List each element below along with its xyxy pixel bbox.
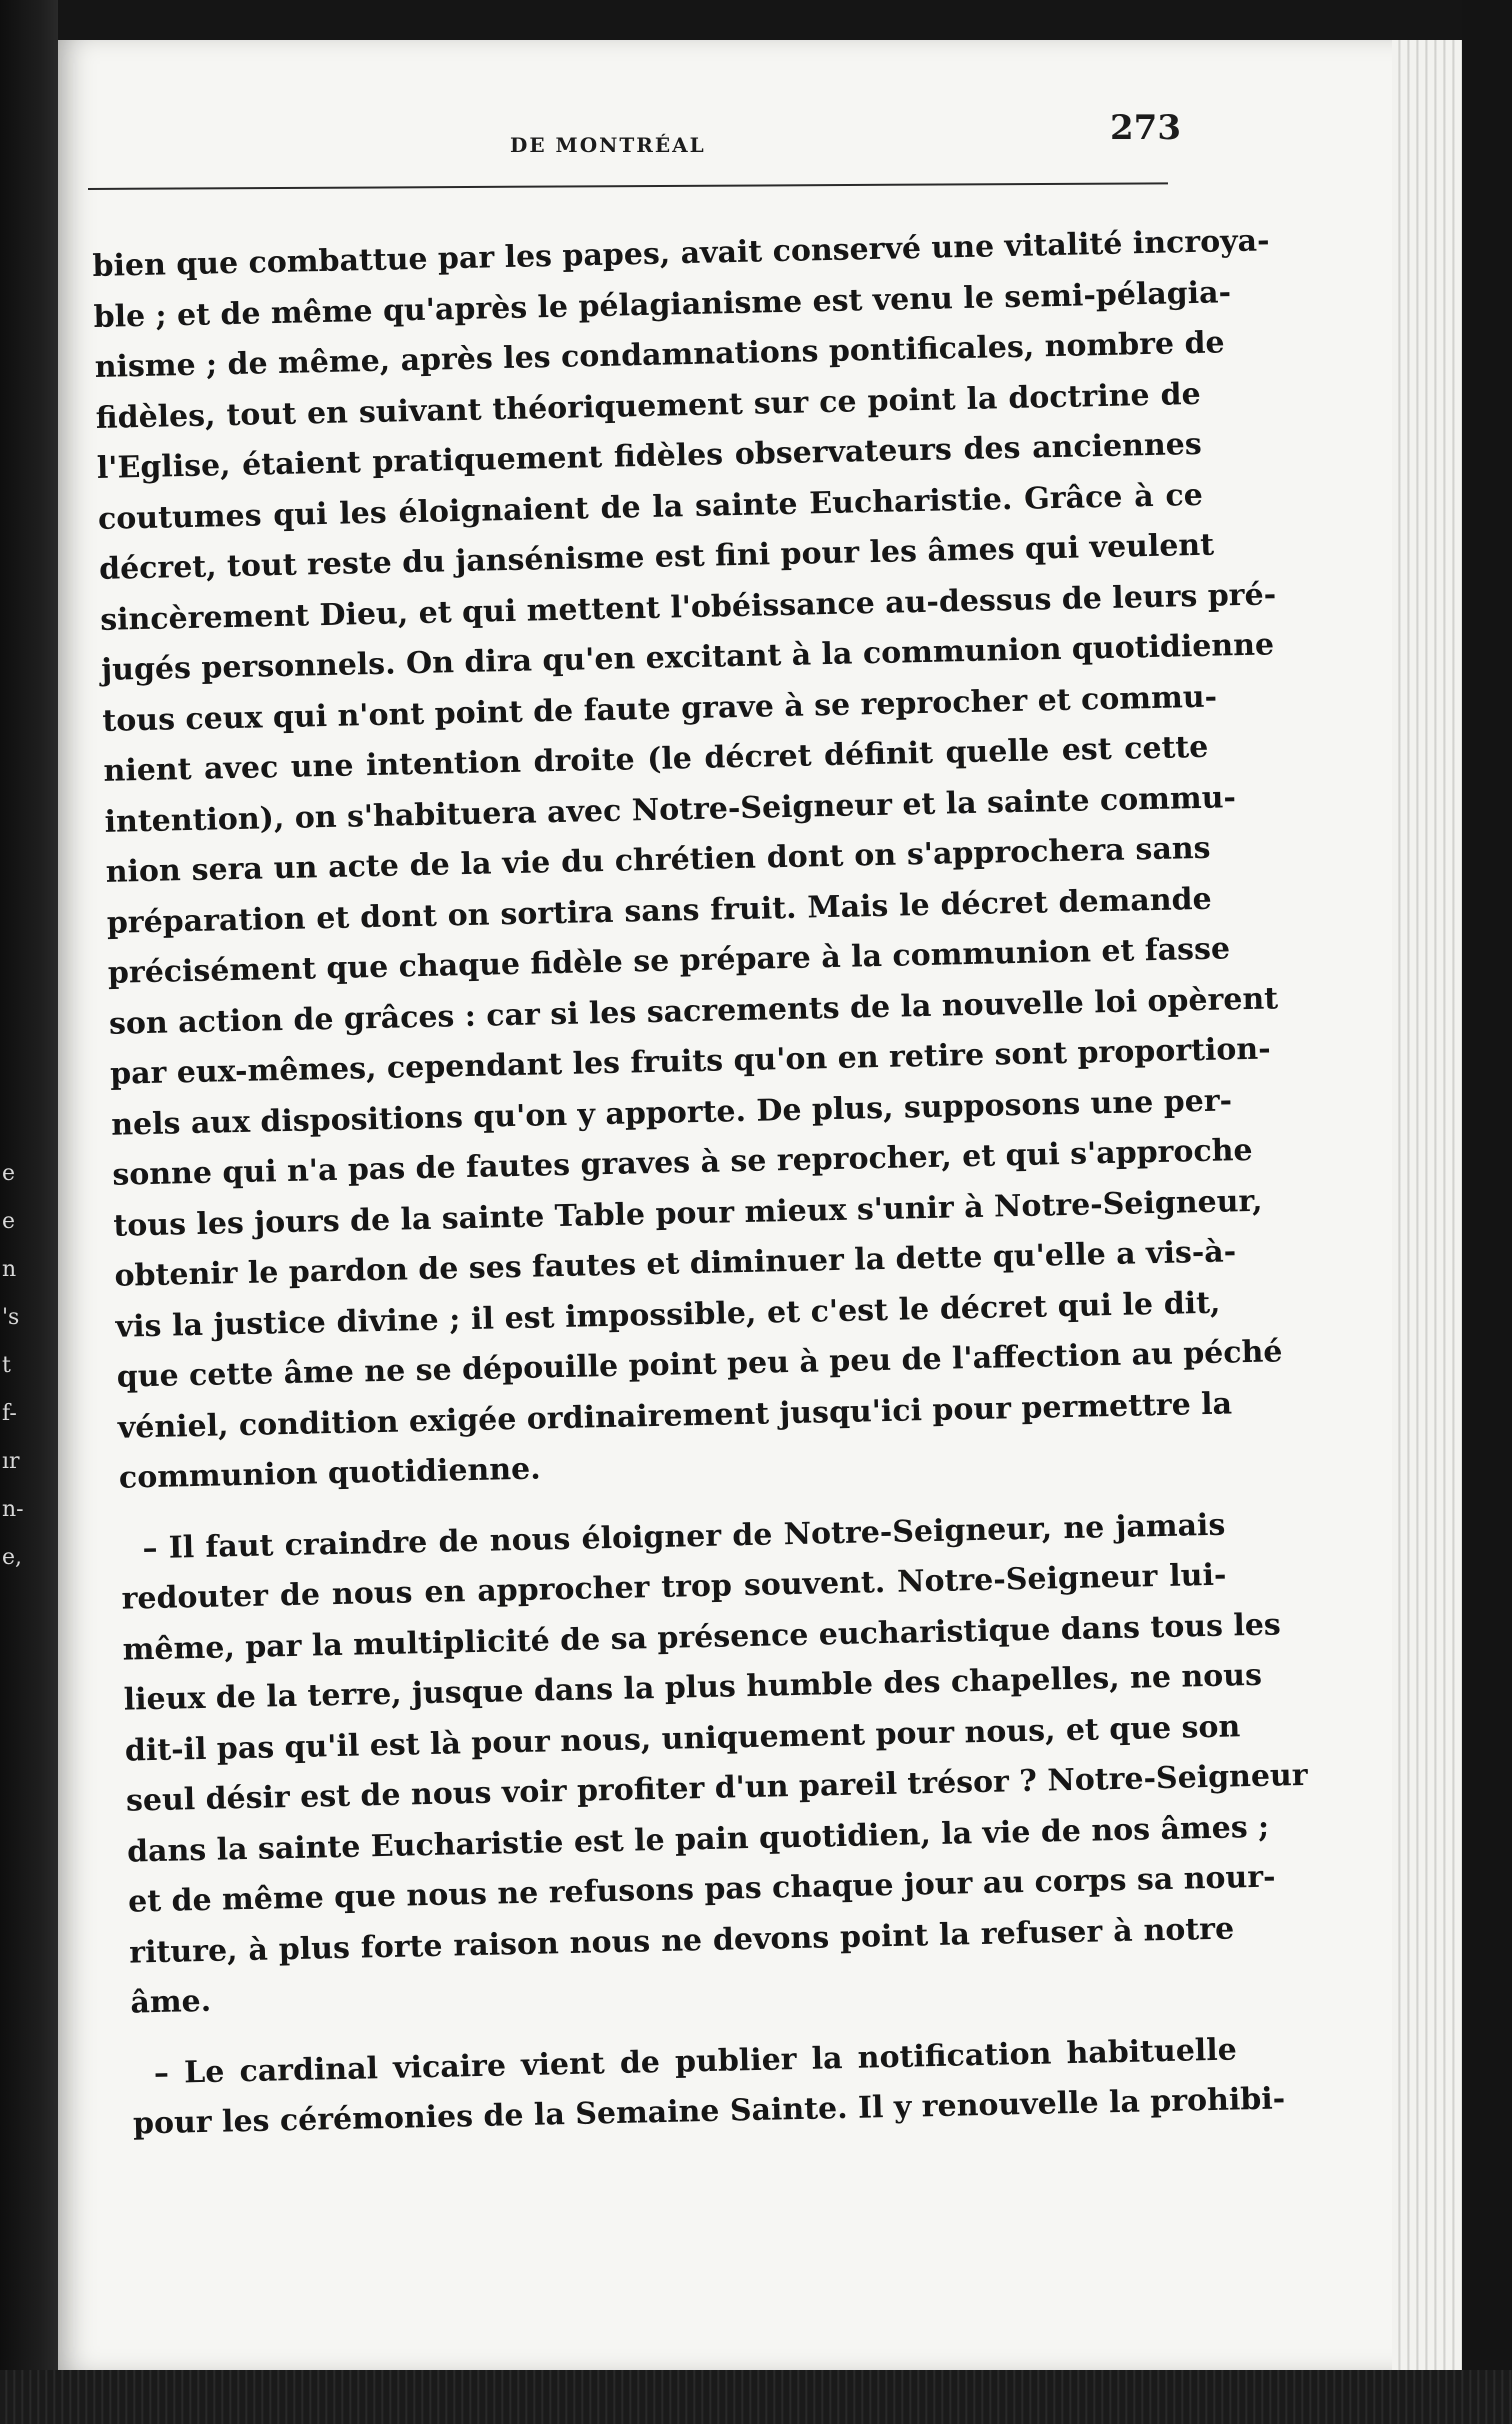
text-line: – Le cardinal vicaire vient de publier la notification habituelle — [153, 2031, 1238, 2091]
margin-fragment: e — [2, 1209, 16, 1234]
paragraph — [92, 218, 1283, 1504]
text-line: obtenir le pardon de ses fautes et diminuer la dette qu'elle a vis-à- — [114, 1234, 1237, 1294]
text-line: préparation et dont on sortira sans fruit. Mais le décret demande — [106, 881, 1212, 941]
text-line: lieux de la terre, jusque dans la plus humble des chapelles, ne nous — [123, 1657, 1263, 1718]
text-line: intention), on s'habituera avec Notre-Seigneur et la sainte commu- — [104, 779, 1237, 840]
text-line: véniel, condition exigée ordinairement jusqu'ici pour permettre la — [117, 1385, 1233, 1446]
text-line: – Il faut craindre de nous éloigner de Notre-Seigneur, ne jamais — [142, 1507, 1226, 1566]
page-number: 273 — [1110, 108, 1181, 148]
margin-fragment: e, — [2, 1545, 23, 1570]
page-body-text — [92, 218, 1308, 2150]
text-line: son action de grâces : car si les sacrements de la nouvelle loi opèrent — [108, 980, 1279, 1042]
text-line: coutumes qui les éloignaient de la sainte Eucharistie. Grâce à ce — [97, 477, 1204, 537]
text-line: par eux-mêmes, cependant les fruits qu'on en retire sont proportion- — [109, 1031, 1271, 1092]
text-line: même, par la multiplicité de sa présence eucharistique dans tous les — [122, 1606, 1282, 1668]
text-line: tous les jours de la sainte Table pour mieux s'unir à Notre-Seigneur, — [113, 1183, 1263, 1244]
text-line: nels aux dispositions qu'on y apporte. De plus, supposons une per- — [110, 1082, 1233, 1143]
text-line: nisme ; de même, après les condamnations pontificales, nombre de — [94, 325, 1225, 385]
margin-fragment: ır — [2, 1449, 20, 1474]
margin-fragment: e — [2, 1161, 16, 1186]
facing-page-margin-text — [2, 1150, 26, 1582]
text-line: décret, tout reste du jansénisme est fini pour les âmes qui veulent — [98, 527, 1215, 587]
text-line: et de même que nous ne refusons pas chaque jour au corps sa nour- — [127, 1859, 1276, 1920]
text-line: dans la sainte Eucharistie est le pain quotidien, la vie de nos âmes ; — [126, 1809, 1270, 1870]
text-line: nion sera un acte de la vie du chrétien dont on s'approchera sans — [105, 830, 1211, 890]
text-line: pour les cérémonies de la Semaine Sainte. Il y renouvelle la prohibi- — [132, 2081, 1286, 2142]
text-line: tous ceux qui n'ont point de faute grave à se reprocher et commu- — [102, 679, 1218, 739]
text-line: nient avec une intention droite (le décret définit quelle est cette — [103, 729, 1209, 789]
text-line: que cette âme ne se dépouille point peu à peu de l'affection au péché — [116, 1334, 1283, 1395]
text-line: jugés personnels. On dira qu'en excitant à la communion quotidienne — [100, 627, 1275, 688]
margin-fragment: n- — [2, 1497, 24, 1522]
text-line: l'Eglise, étaient pratiquement fidèles observateurs des anciennes — [96, 426, 1203, 486]
margin-fragment: f- — [2, 1401, 17, 1426]
text-line: communion quotidienne. — [118, 1451, 541, 1496]
text-line: ble ; et de même qu'après le pélagianisme est venu le semi-pélagia- — [93, 274, 1232, 335]
text-line: dit-il pas qu'il est là pour nous, uniquement pour nous, et que son — [124, 1708, 1241, 1769]
text-line: âme. — [130, 1983, 212, 2021]
paragraph — [120, 1500, 1308, 2029]
text-line: précisément que chaque fidèle se prépare à la communion et fasse — [107, 931, 1231, 991]
page-stack-edges — [1392, 40, 1462, 2370]
text-line: seul désir est de nous voir profiter d'un pareil trésor ? Notre-Seigneur — [125, 1757, 1308, 1819]
running-title: DE MONTRÉAL — [510, 133, 706, 157]
scan-border-right — [1462, 0, 1512, 2424]
text-line: riture, à plus forte raison nous ne devons point la refuser à notre — [128, 1910, 1235, 1971]
text-line: bien que combattue par les papes, avait conservé une vitalité incroya- — [92, 223, 1270, 284]
text-line: fidèles, tout en suivant théoriquement sur ce point la doctrine de — [95, 376, 1201, 436]
text-line: vis la justice divine ; il est impossible, et c'est le décret qui le dit, — [115, 1285, 1221, 1345]
scan-border-bottom — [0, 2370, 1512, 2424]
margin-fragment: t — [2, 1353, 11, 1378]
text-line: sincèrement Dieu, et qui mettent l'obéissance au-dessus de leurs pré- — [99, 576, 1277, 638]
margin-fragment: n — [2, 1257, 17, 1282]
text-line: redouter de nous en approcher trop souvent. Notre-Seigneur lui- — [121, 1557, 1227, 1617]
margin-fragment: 's — [2, 1305, 20, 1330]
text-line: sonne qui n'a pas de fautes graves à se reprocher, et qui s'approche — [111, 1132, 1253, 1193]
